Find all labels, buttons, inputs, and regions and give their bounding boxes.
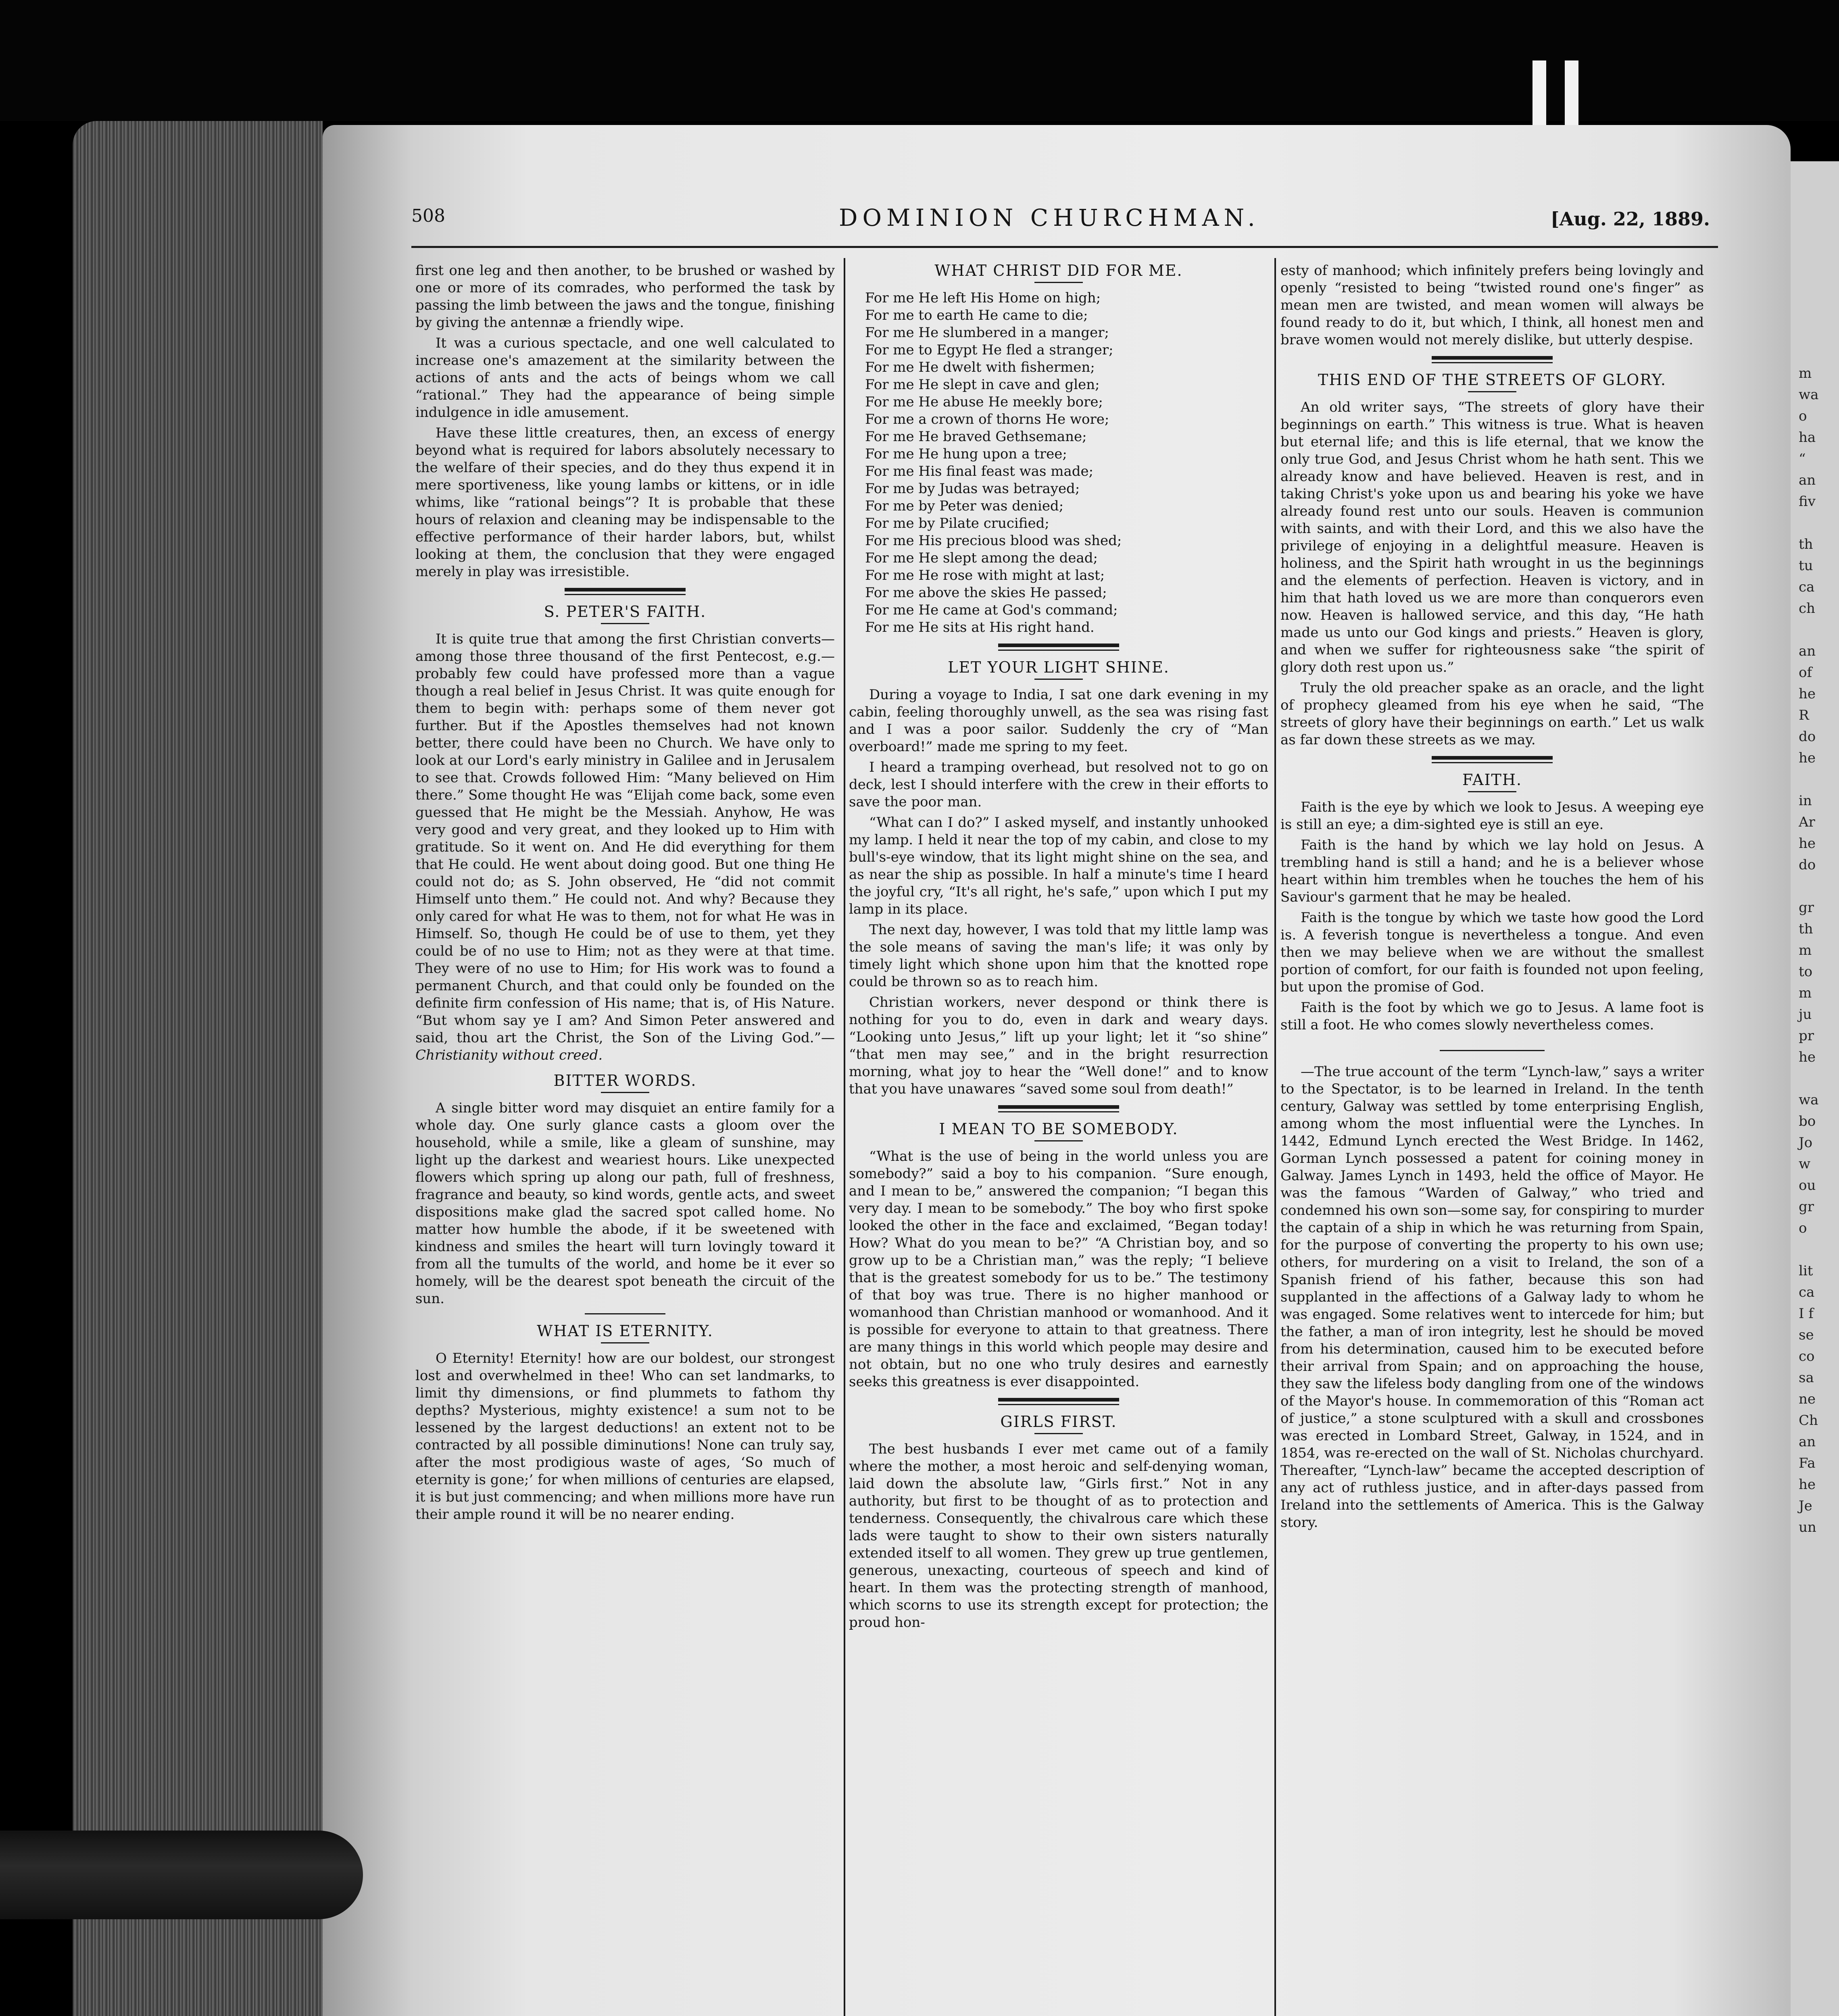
fragment: Jo [1799, 1135, 1813, 1151]
poem-line: For me He braved Gethsemane; [865, 429, 1087, 445]
paragraph: O Eternity! Eternity! how are our boldest, our strongest lost and overwhelmed in thee! Who can set landmarks, to limit thy dimensions, or find plummets to fathom thy depths? Mysterious, mighty existence! a sum not to be lessened by the largest deductions! an extent not to be contracted by all possible diminutions! None can truly say, after the most prodigious waste of ages, ‘So much of eternity is gone;’ for when millions of centuries are elapsed, it is but just commencing; and when millions more have run their ample round it will be no nearer ending. [415, 1350, 835, 1522]
section-divider [1432, 756, 1553, 763]
column-2 [849, 262, 1268, 1635]
poem-line: For me to earth He came to die; [865, 307, 1088, 323]
fragment: Ar [1799, 814, 1815, 830]
poem-line: For me He left His Home on high; [865, 290, 1101, 306]
scanner-thumb [0, 1831, 363, 1919]
title-rule [1034, 679, 1083, 680]
fragment: he [1799, 1477, 1816, 1493]
fragment: ne [1799, 1391, 1816, 1407]
fragment: do [1799, 729, 1816, 745]
poem-line: For me to Egypt He fled a stranger; [865, 342, 1113, 358]
fragment: I f [1799, 1306, 1814, 1322]
poem-line: For me He slept in cave and glen; [865, 377, 1100, 393]
fragment: sa [1799, 1370, 1814, 1386]
poem-line: For me He slumbered in a manger; [865, 325, 1109, 341]
article-title: LET YOUR LIGHT SHINE. [948, 658, 1170, 676]
article-title: BITTER WORDS. [553, 1072, 697, 1089]
fragment: Fa [1799, 1455, 1816, 1471]
fragment: wa [1799, 1092, 1819, 1108]
fragment: fiv [1799, 494, 1816, 510]
paragraph: A single bitter word may disquiet an entire family for a whole day. One surly glance casts a gloom over the household, while a smile, like a gleam of sunshine, may light up the darkest and weariest hours. Like unexpected flowers which spring up along our path, full of freshness, fragrance and beauty, so kind words, gentle acts, and sweet dispositions make glad the sacred spot called home. No matter how humble the abode, if it be sweetened with kindness and smiles the heart will turn lovingly toward it from all the tumults of the world, and home be it ever so homely, will be the dearest spot beneath the circuit of the sun. [415, 1100, 835, 1307]
fragment: th [1799, 536, 1813, 552]
page-header [411, 206, 1710, 242]
article-title: THIS END OF THE STREETS OF GLORY. [1318, 371, 1667, 389]
fragment: ch [1799, 600, 1815, 616]
fragment: m [1799, 365, 1812, 381]
paragraph: Faith is the foot by which we go to Jesus. A lame foot is still a foot. He who comes slowly nevertheless comes. [1280, 1000, 1704, 1033]
fragment: he [1799, 835, 1816, 852]
paragraph: esty of manhood; which infinitely prefers being lovingly and openly “resisted to being “twisted round one's finger” as mean men are twisted, and mean women will always be found ready to do it, but which, I think, all honest men and brave women would not merely dislike, but utterly despise. [1280, 262, 1704, 348]
fragment: he [1799, 686, 1816, 702]
fragment: th [1799, 921, 1813, 937]
title-rule [1468, 391, 1516, 392]
fragment: Je [1799, 1498, 1812, 1514]
poem-line: For me His final feast was made; [865, 463, 1094, 479]
column-rule-2 [1274, 258, 1276, 2016]
fragment: in [1799, 793, 1812, 809]
fragment [1799, 1239, 1839, 1260]
fragment: ju [1799, 1006, 1812, 1023]
section-divider [998, 1398, 1119, 1405]
poem-line: For me above the skies He passed; [865, 585, 1107, 601]
poem-line: For me by Pilate crucified; [865, 515, 1049, 531]
poem-line: For me by Judas was betrayed; [865, 481, 1080, 497]
fragment: Ch [1799, 1412, 1818, 1429]
page-number: 508 [411, 206, 445, 226]
poem-line: For me He sits at His right hand. [865, 619, 1095, 635]
fragment: pr [1799, 1028, 1814, 1044]
book-page-edges [73, 121, 323, 2016]
poem-line: For me He dwelt with fishermen; [865, 359, 1095, 375]
section-divider [1440, 1050, 1545, 1051]
paragraph: I heard a tramping overhead, but resolved not to go on deck, lest I should interfere with the crew in their efforts to save the poor man. [849, 759, 1268, 810]
fragment: lit [1799, 1263, 1813, 1279]
paragraph: “What is the use of being in the world unless you are somebody?” said a boy to his companion. “Sure enough, and I mean to be,” answered the companion; “I began this very day. I mean to be somebody.” The boy who first spoke looked the other in the face and exclaimed, “Began today! How? What do you mean to be?” “A Christian boy, and so grow up to be a Christian man,” was the reply; “I believe that is the greatest somebody for us to be.” The testimony of that boy was true. There is no higher manhood or womanhood than Christian manhood or womanhood. And it is possible for everyone to attain to that greatness. There are many things in this world which people may desire and not obtain, but no one who truly desires and earnestly seeks this greatness is ever disappointed. [849, 1148, 1268, 1390]
fragment: do [1799, 857, 1816, 873]
title-rule [601, 1092, 649, 1093]
attribution: Christianity without creed. [415, 1047, 603, 1063]
fragment: an [1799, 1434, 1816, 1450]
column-1 [415, 262, 835, 1527]
fragment: m [1799, 942, 1812, 958]
title-rule [1034, 282, 1083, 283]
fragment [1799, 876, 1839, 897]
masthead-title: DOMINION CHURCHMAN. [839, 204, 1260, 231]
fragment: gr [1799, 900, 1814, 916]
paragraph: “What can I do?” I asked myself, and instantly unhooked my lamp. I held it near the top of my cabin, and close to my bull's-eye window, that its light might shine on the sea, and as near the ship as possible. In half a minute's time I heard the joyful cry, “It's all right, he's safe,” upon which I put my lamp in its place. [849, 814, 1268, 917]
paragraph: An old writer says, “The streets of glory have their beginnings on earth.” This witness is true. What is heaven but eternal life; and this is life eternal, that we know the only true God, and Jesus Christ whom he hath sent. This we already know and have believed. Heaven is rest, and in taking Christ's yoke upon us and bearing his yoke we have already found rest unto our souls. Heaven is communion with saints, and with their Lord, and this we also have the privilege of enjoying in a delightful measure. Heaven is holiness, and the Spirit hath wrought in us the beginnings and the elements of perfection. Heaven is victory, and in him that hath loved us we are more than conquerors even now. Heaven is hallowed service, and this day, “He hath made us unto our God kings and priests.” Heaven is glory, and when we suffer for righteousness sake “the spirit of glory doth rest upon us.” [1280, 399, 1704, 675]
fragment: m [1799, 985, 1812, 1001]
fragment: o [1799, 408, 1807, 424]
fragment: of [1799, 664, 1812, 681]
poem-line: For me He slept among the dead; [865, 550, 1098, 566]
article-title: GIRLS FIRST. [1000, 1413, 1117, 1431]
title-rule [1034, 1140, 1083, 1141]
fragment: R [1799, 707, 1809, 723]
fragment: ca [1799, 1284, 1815, 1300]
top-dark-edge [0, 0, 1839, 121]
paragraph: The next day, however, I was told that my little lamp was the sole means of saving the man's life; it was only by timely light which shone upon him that the knotted rope could be thrown so as to reach him. [849, 922, 1268, 990]
article-title: WHAT IS ETERNITY. [537, 1322, 713, 1340]
article-title: I MEAN TO BE SOMEBODY. [939, 1120, 1178, 1138]
title-rule [1468, 791, 1516, 792]
paragraph: The best husbands I ever met came out of a family where the mother, a most heroic and self-denying woman, laid down the absolute law, “Girls first.” Not in any authority, but first to be thought of as to protection and tenderness. Consequently, the chivalrous care which these lads were taught to show to their own sisters naturally extended itself to all women. They grew up true gentlemen, generous, unexacting, courteous of speech and kind of heart. In them was the protecting strength of manhood, which scorns to use its strength except for protection; the proud hon- [849, 1441, 1268, 1631]
poem-line: For me by Peter was denied; [865, 498, 1064, 514]
fragment: wa [1799, 387, 1819, 403]
fragment: bo [1799, 1113, 1816, 1129]
article-title: S. PETER'S FAITH. [544, 603, 707, 621]
poem-line: For me He came at God's command; [865, 602, 1118, 618]
fragment: o [1799, 1220, 1807, 1236]
fragment [1799, 619, 1839, 641]
poem-line: For me He abuse He meekly bore; [865, 394, 1103, 410]
fragment: gr [1799, 1199, 1814, 1215]
fragment: un [1799, 1519, 1816, 1535]
fragment: an [1799, 472, 1816, 488]
article-title: FAITH. [1462, 771, 1522, 789]
fragment: to [1799, 964, 1813, 980]
title-rule [1034, 1433, 1083, 1434]
column-3 [1280, 262, 1704, 1535]
section-divider [585, 1313, 665, 1314]
poem-line: For me His precious blood was shed; [865, 533, 1122, 549]
article-title: WHAT CHRIST DID FOR ME. [934, 262, 1183, 279]
poem [849, 289, 1268, 636]
paragraph: It was a curious spectacle, and one well calculated to increase one's amazement at the similarity between the actions of ants and the acts of beings whom we call “rational.” They had the appearance of being simple indulgence in idle amusement. [415, 335, 835, 421]
fragment [1799, 769, 1839, 790]
paragraph: Have these little creatures, then, an excess of energy beyond what is required for labors absolutely necessary to the welfare of their species, and do they thus expend it in mere sportiveness, like young lambs or kittens, or in idle whims, like “rational beings”? It is probable that these hours of relaxion and cleaning may be indispensable to the effective performance of their harder labors, but, whilst looking at them, the conclusion that they were engaged merely in play was irresistible. [415, 425, 835, 580]
fragment [1799, 1068, 1839, 1089]
paragraph: Faith is the eye by which we look to Jesus. A weeping eye is still an eye; a dim-sighted eye is still an eye. [1280, 799, 1704, 833]
fragment: tu [1799, 558, 1813, 574]
header-rule [411, 246, 1718, 248]
fragment [1799, 512, 1839, 534]
paragraph: It is quite true that among the first Christian converts—among those three thousand of the first Pentecost, e.g.—probably few could have professed more than a vague though a real belief in Jesus Christ. It was quite enough for them to begin with: perhaps some of them never got further. But if the Apostles themselves had not known better, there could have been no Church. We have only to look at our Lord's early ministry in Galilee and in Jerusalem to see that. Crowds followed Him: “Many believed on Him there.” Some thought He was “Elijah come back, some even guessed that He might be the Messiah. Anyhow, He was very good and very great, and they looked up to Him with gratitude. So it went on. And He did everything for them that He could. He went about doing good. But one thing He could not do; as S. John observed, He “did not commit Himself unto them.” He could not. And why? Because they only cared for what He was to them, not for what He was in Himself. So, though He could be of use to them, yet they could be of no use to Him; not as they were at that time. They were of no use to Him; for His work was to found a permanent Church, and that could only be founded on the definite firm confession of His name; that is, of His Nature. “But whom say ye I am? And Simon Peter answered and said, thou art the Christ, the Son of the Living God.”—Christianity without creed. [415, 631, 835, 1063]
fragment: ha [1799, 429, 1816, 446]
poem-line: For me He hung upon a tree; [865, 446, 1067, 462]
fragment: co [1799, 1348, 1815, 1364]
fragment: ou [1799, 1177, 1816, 1193]
fragment: w [1799, 1156, 1811, 1172]
section-divider [998, 1105, 1119, 1112]
paragraph: Faith is the hand by which we lay hold on Jesus. A trembling hand is still a hand; and he is a believer whose heart within him trembles when he touches the hem of his Saviour's garment that he may be healed. [1280, 837, 1704, 905]
paragraph: During a voyage to India, I sat one dark evening in my cabin, feeling thoroughly unwell, as the sea was rising fast and I was a poor sailor. Suddenly the cry of “Man overboard!” made me spring to my feet. [849, 687, 1268, 755]
paragraph: —The true account of the term “Lynch-law,” says a writer to the Spectator, is to be learned in Ireland. In the tenth century, Galway was settled by tome enterprising English, among whom the most influential were the Lynches. In 1442, Edmund Lynch erected the West Bridge. In 1462, Gorman Lynch possessed a patent for coining money in Galway. James Lynch in 1493, held the office of Mayor. He was the famous “Warden of Galway,” who tried and condemned his own son—some say, for conspiring to murder the captain of a ship in which he was returning from Spain, for the purpose of converting the property to his own use; others, for murdering on a visit to Ireland, the son of a Spanish friend of his father, because this son had supplanted in the affections of a Galway lady to whom he was engaged. Some relatives went to intercede for him; but the father, a man of iron integrity, lest he should be moved from his determination, caused him to be executed before their arrival from Spain; and on approaching the house, they saw the lifeless body dangling from one of the windows of the Mayor's house. In commemoration of this “Roman act of justice,” a stone sculptured with a skull and crossbones was erected in Lombard Street, Galway, in 1524, and in 1854, was re-erected on the wall of St. Nicholas churchyard. Thereafter, “Lynch-law” became the accepted description of any act of ruthless justice, and in after-days passed from Ireland into the settlements of America. This is the Galway story. [1280, 1064, 1704, 1531]
section-divider [565, 588, 686, 595]
fragment: ca [1799, 579, 1815, 595]
ants-continuation [415, 262, 835, 581]
adjacent-page-text [1799, 363, 1839, 1538]
title-rule [601, 1342, 649, 1343]
title-rule [601, 623, 649, 624]
paragraph: first one leg and then another, to be brushed or washed by one or more of its comrades, who performed the task by passing the limb between the jaws and the tongue, finishing by giving the antennæ a friendly wipe. [415, 262, 835, 331]
poem-line: For me a crown of thorns He wore; [865, 411, 1109, 427]
paragraph: Christian workers, never despond or think there is nothing for you to do, even in dark and weary days. “Looking unto Jesus,” lift up your light; let it “so shine” “that men may see,” and in the bright resurrection morning, what joy to hear the “Well done!” and to know that you have unawares “saved some soul from death!” [849, 994, 1268, 1097]
issue-date: [Aug. 22, 1889. [1550, 208, 1710, 230]
paragraph: Truly the old preacher spake as an oracle, and the light of prophecy gleamed from his eye when he said, “The streets of glory have their beginnings on earth.” Let us walk as far down these streets as we may. [1280, 680, 1704, 748]
fragment: “ [1799, 451, 1806, 467]
section-divider [1432, 356, 1553, 363]
fragment: se [1799, 1327, 1814, 1343]
column-rule-1 [844, 258, 845, 2016]
paragraph: Faith is the tongue by which we taste how good the Lord is. A feverish tongue is nevertheless a tongue. And even then we may believe when we are without the smallest portion of comfort, for our faith is founded not upon feeling, but upon the promise of God. [1280, 910, 1704, 995]
fragment: he [1799, 1049, 1816, 1065]
fragment: an [1799, 643, 1816, 659]
section-divider [998, 644, 1119, 651]
poem-line: For me He rose with might at last; [865, 567, 1105, 583]
fragment: he [1799, 750, 1816, 766]
